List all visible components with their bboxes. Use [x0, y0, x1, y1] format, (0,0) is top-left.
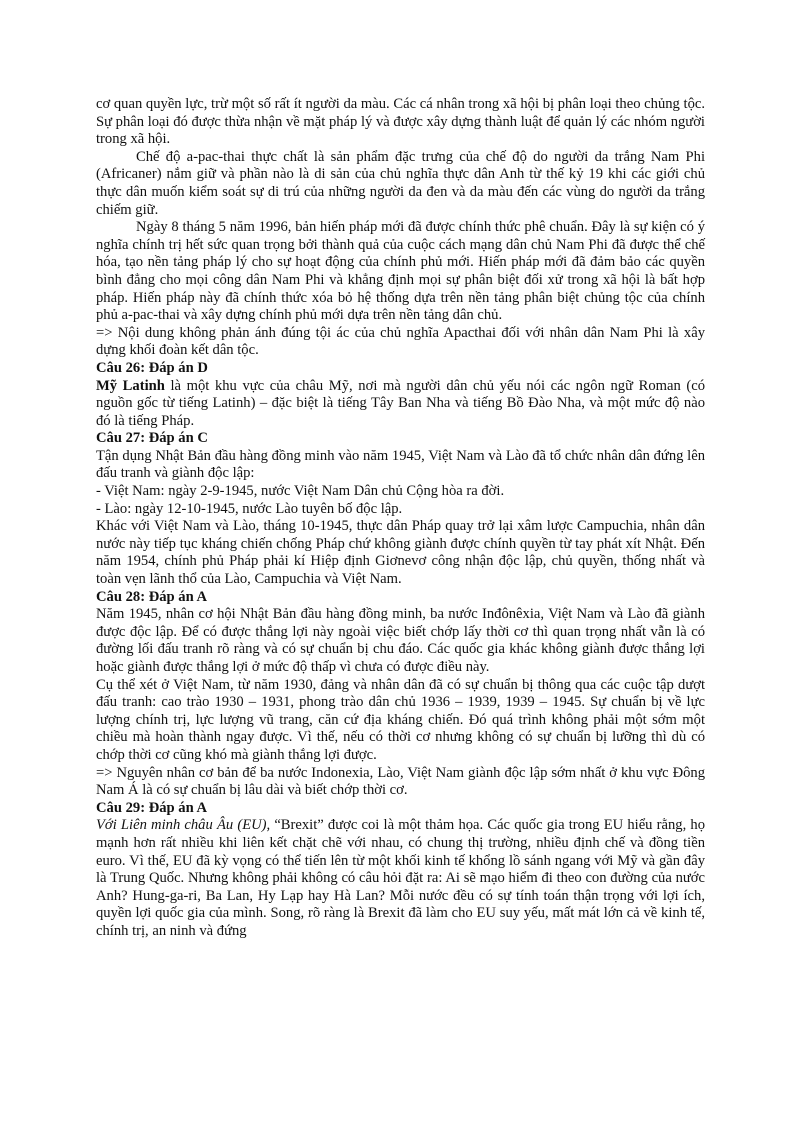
- question-26-text: là một khu vực của châu Mỹ, nơi mà người dân chủ yếu nói các ngôn ngữ Roman (có nguồn gốc từ tiếng Latinh) – đặc biệt là tiếng Tây Ban Nha và tiếng Bồ Đào Nha, và một mức độ nào đó là tiếng Pháp.: [96, 377, 705, 429]
- question-28-heading: Câu 28: Đáp án A: [96, 588, 208, 605]
- paragraph-apartheid-origin: Chế độ a-pac-thai thực chất là sản phẩm đặc trưng của chế độ do người da trắng Nam Phi (Africaner) nắm giữ và phần nào là di sản của chủ nghĩa thực dân Anh từ thế kỷ 19 khi các giới chủ thực dân muốn kiểm soát sự di trú của những người da đen và da màu đến các vùng do người da trắng chiếm giữ.: [96, 148, 705, 218]
- question-28-paragraph-1: Năm 1945, nhân cơ hội Nhật Bản đầu hàng đồng minh, ba nước Inđônêxia, Việt Nam và Lào đã giành được độc lập. Để có được thắng lợi này ngoài việc biết chớp lấy thời cơ thì quan trọng nhất vẫn là có đường lối đấu tranh rõ ràng và có sự chuẩn bị chu đáo. Các quốc gia khác không giành được thắng lợi hoặc giành được thắng lợi ở mức độ thấp vì chưa có được điều này.: [96, 606, 705, 675]
- document-page: [96, 96, 705, 941]
- term-latin-america: Mỹ Latinh: [96, 377, 165, 394]
- paragraph-apartheid-classification: cơ quan quyền lực, trừ một số rất ít người da màu. Các cá nhân trong xã hội bị phân loại theo chủng tộc. Sự phân loại đó được thừa nhận về mặt pháp lý và được xây dựng thành luật để quản lý các nhóm người trong xã hội.: [96, 96, 705, 148]
- question-28-paragraph-2: Cụ thể xét ở Việt Nam, từ năm 1930, đảng và nhân dân đã có sự chuẩn bị thông qua các cuộc tập dượt đấu tranh: cao trào 1930 – 1931, phong trào dân chủ 1936 – 1939, 1939 – 1945. Sự chuẩn bị về lực lượng chính trị, lực lượng vũ trang, căn cứ địa kháng chiến. Đó quá trình không phải một sớm một chiều mà hoàn thành ngay được. Vì thế, nếu có thời cơ nhưng không có sự chuẩn bị lưỡng thì dù có chớp thời cơ cũng khó mà giành thắng lợi được.: [96, 676, 705, 763]
- eu-italic-lead: Với Liên minh châu Âu (EU),: [96, 817, 271, 834]
- question-27-vietnam: - Việt Nam: ngày 2-9-1945, nước Việt Nam Dân chủ Cộng hòa ra đời.: [96, 483, 505, 500]
- question-27-cambodia: Khác với Việt Nam và Lào, tháng 10-1945, thực dân Pháp quay trở lại xâm lược Campuchia, nhân dân nước này tiếp tục kháng chiến chống Pháp chứ không giành được chính quyền từ tay phát xít Nhật. Đến năm 1954, chính phủ Pháp phải kí Hiệp định Giơnevơ công nhận độc lập, chủ quyền, thống nhất và toàn vẹn lãnh thổ của Lào, Campuchia và Việt Nam.: [96, 518, 705, 588]
- paragraph-constitution-1996: Ngày 8 tháng 5 năm 1996, bản hiến pháp mới đã được chính thức phê chuẩn. Đây là sự kiện có ý nghĩa chính trị hết sức quan trọng bởi thành quả của cuộc cách mạng dân chủ Nam Phi đã được thể chế hóa, tạo nền tảng pháp lý cho sự hoạt động của chính phủ mới. Hiến pháp mới đã đảm bảo các quyền bình đẳng cho mọi công dân Nam Phi và khẳng định mọi sự phân biệt đối xử trong xã hội là bất hợp pháp. Hiến pháp này đã chính thức xóa bỏ hệ thống dựa trên nền tảng phân biệt chủng tộc của chính phủ a-pac-thai và xây dựng chính phủ mới dựa trên nền tảng dân chủ.: [96, 219, 705, 324]
- question-29-text: “Brexit” được coi là một thảm họa. Các quốc gia trong EU hiểu rằng, họ mạnh hơn rất nhiều khi liên kết chặt chẽ với nhau, có chung thị trường, nhiều định chế và đồng tiền euro. Vì thế, EU đã kỳ vọng có thể tiến lên từ một khối kinh tế khổng lồ sánh ngang với Mỹ và gần đây là Trung Quốc. Nhưng không phải không có câu hỏi đặt ra: Ai sẽ mạo hiểm đi theo con đường của nước Anh? Hung-ga-ri, Ba Lan, Hy Lạp hay Hà Lan? Mỗi nước đều có sự tính toán thận trọng với lợi ích, quyền lợi quốc gia của mình. Song, rõ ràng là Brexit đã làm cho EU suy yếu, mất mát lớn cả về kinh tế, chính trị, an ninh và đứng: [96, 817, 705, 939]
- paragraph-conclusion-q25: => Nội dung không phản ánh đúng tội ác của chủ nghĩa Apacthai đối với nhân dân Nam Phi là xây dựng khối đoàn kết dân tộc.: [96, 324, 705, 359]
- question-27-intro: Tận dụng Nhật Bản đầu hàng đồng minh vào năm 1945, Việt Nam và Lào đã tổ chức nhân dân đứng lên đấu tranh và giành độc lập:: [96, 447, 705, 482]
- question-28-conclusion: => Nguyên nhân cơ bản để ba nước Indonexia, Lào, Việt Nam giành độc lập sớm nhất ở khu vực Đông Nam Á là có sự chuẩn bị lâu dài và biết chớp thời cơ.: [96, 764, 705, 799]
- question-29-paragraph: [96, 817, 705, 940]
- question-26-answer: [96, 378, 705, 431]
- question-27-laos: - Lào: ngày 12-10-1945, nước Lào tuyên bố độc lập.: [96, 500, 403, 517]
- question-29-heading: Câu 29: Đáp án A: [96, 799, 208, 816]
- question-27-heading: Câu 27: Đáp án C: [96, 430, 208, 447]
- question-26-heading: Câu 26: Đáp án D: [96, 359, 208, 376]
